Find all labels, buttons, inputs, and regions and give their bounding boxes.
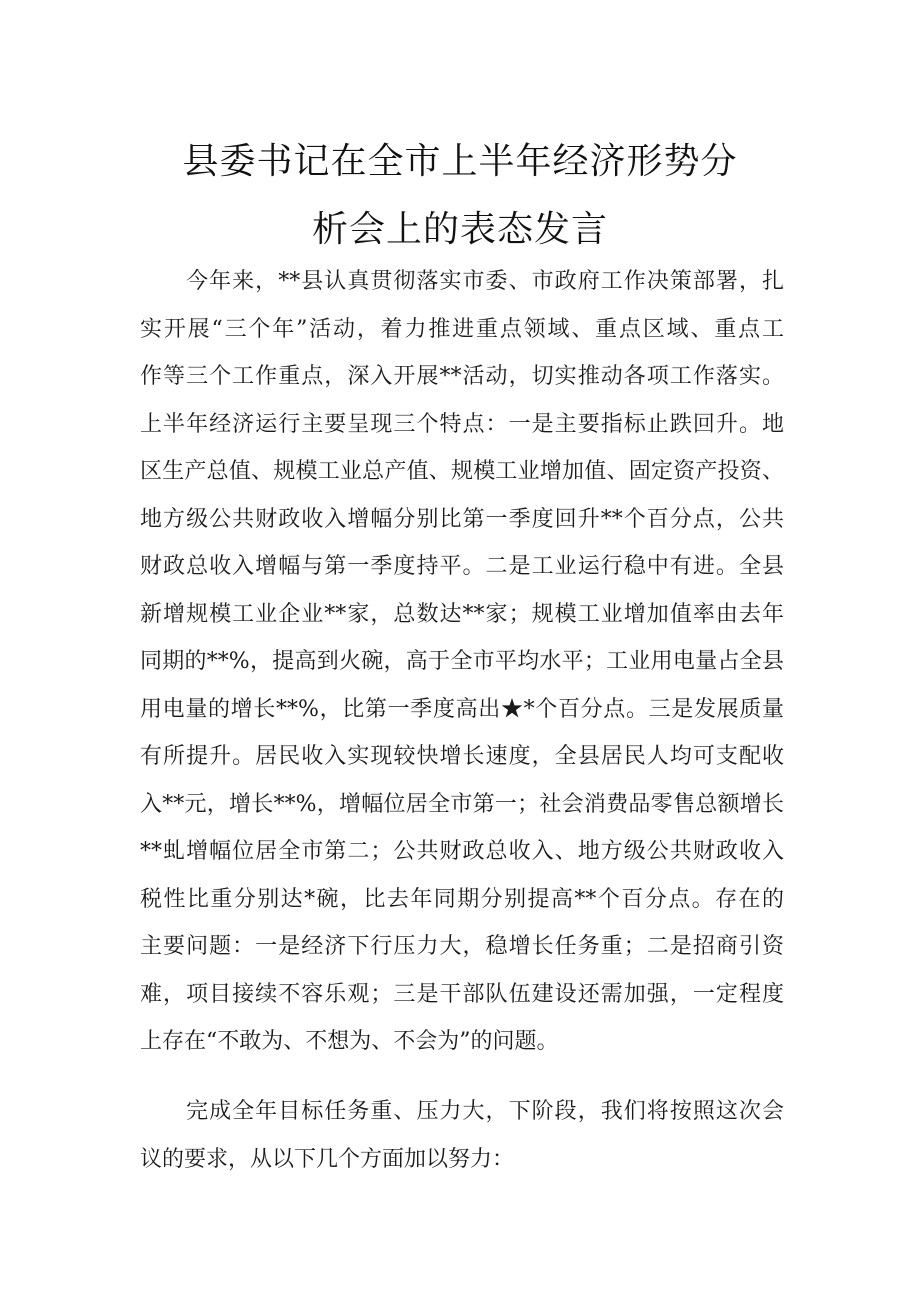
paragraph-line: 新增规模工业企业**家，总数达**家；规模工业增加值率由去年 [140,601,784,627]
paragraph-line: 完成全年目标任务重、压力大，下阶段，我们将按照这次会 [140,1099,784,1124]
paragraph-line: 上存在“不敢为、不想为、不会为”的问题。 [140,1029,559,1054]
title-line: 县委书记在全市上半年经济形势分 [182,141,738,182]
document-title [140,128,780,264]
body-paragraph-next-steps [140,1088,784,1183]
paragraph-line: 有所提升。居民收入实现较快增长速度，全县居民人均可支配收 [140,744,784,769]
paragraph-line: 作等三个工作重点，深入开展**活动，切实推动各项工作落实。 [140,364,784,389]
paragraph-line: 入**元，增长**%，增幅位居全市第一；社会消费品零售总额增长 [140,791,784,817]
paragraph-line: 地方级公共财政收入增幅分别比第一季度回升**个百分点，公共 [140,506,784,532]
paragraph-line: 今年来，**县认真贯彻落实市委、市政府工作决策部署，扎 [140,269,784,294]
paragraph-line: 实开展“三个年”活动，着力推进重点领域、重点区域、重点工 [140,316,784,342]
paragraph-line: 上半年经济运行主要呈现三个特点：一是主要指标止跌回升。地 [140,411,784,437]
paragraph-line: 同期的**%，提高到火碗，高于全市平均水平；工业用电量占全县 [140,649,784,674]
paragraph-line: 用电量的增长**%，比第一季度高出★*个百分点。三是发展质量 [140,696,784,722]
paragraph-line: **虬增幅位居全市第二；公共财政总收入、地方级公共财政收入 [140,839,784,864]
paragraph-line: 财政总收入增幅与第一季度持平。二是工业运行稳中有进。全县 [140,554,784,579]
body-paragraph-situation [140,258,784,1066]
paragraph-line: 区生产总值、规模工业总产值、规模工业增加值、固定资产投资、 [140,459,784,484]
paragraph-line: 税性比重分别达*碗，比去年同期分别提高**个百分点。存在的 [140,886,784,912]
paragraph-line: 议的要求，从以下几个方面加以努力： [140,1146,515,1172]
paragraph-line: 主要问题：一是经济下行压力大，稳增长任务重；二是招商引资 [140,934,784,959]
title-line: 析会上的表态发言 [311,209,608,250]
paragraph-line: 难，项目接续不容乐观；三是干部队伍建设还需加强，一定程度 [140,981,784,1007]
